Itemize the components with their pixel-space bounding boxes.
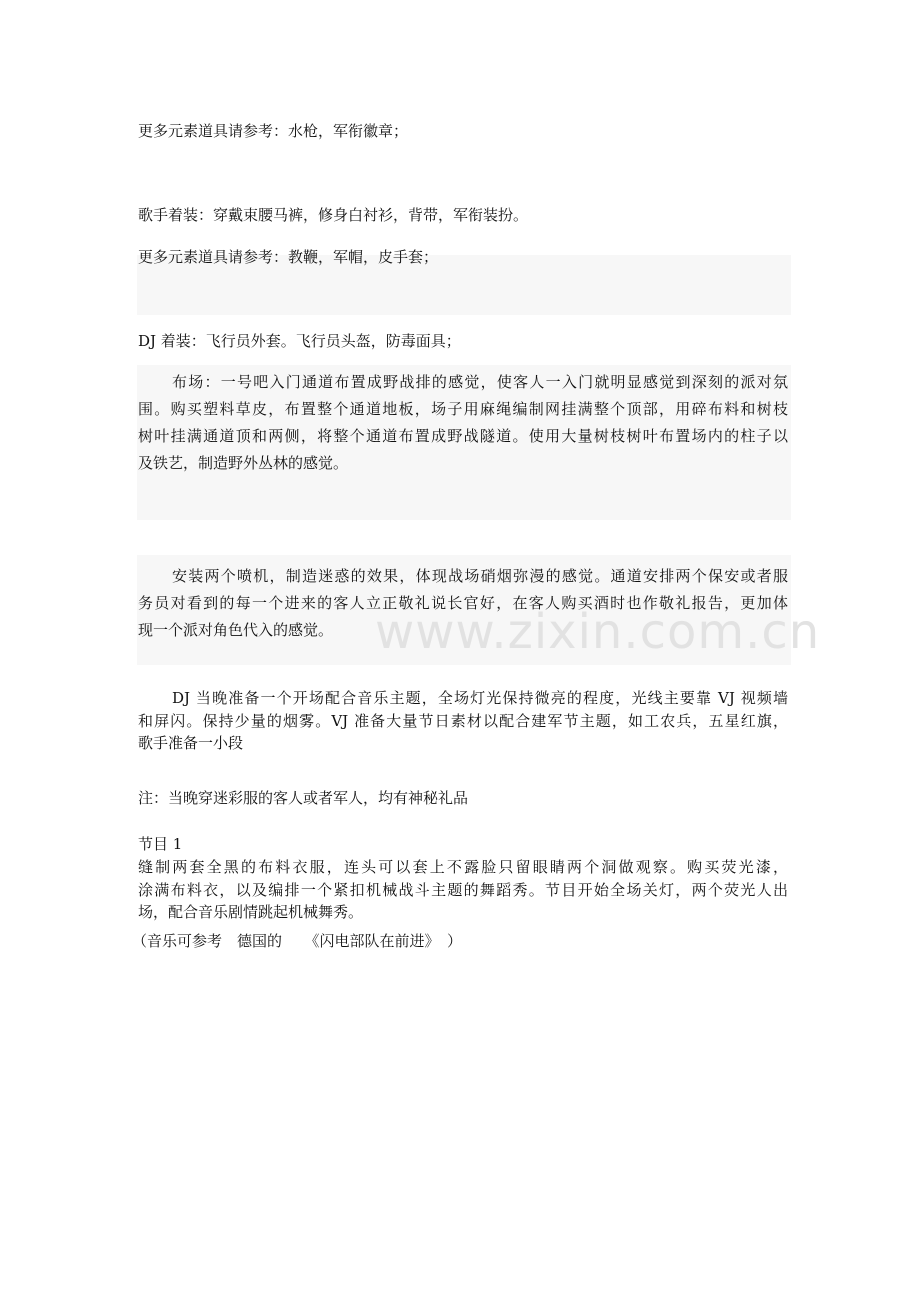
fog-paragraph-line: 现一个派对角色代入的感觉。 bbox=[138, 621, 334, 639]
layout-paragraph-line: 及铁艺，制造野外丛林的感觉。 bbox=[138, 454, 349, 472]
dj-paragraph bbox=[138, 687, 788, 755]
fog-paragraph-line: 务员对看到的每一个进来的客人立正敬礼说长官好，在客人购买酒时也作敬礼报告，更加体 bbox=[138, 594, 788, 612]
dj-outfit-line: DJ 着装：飞行员外套。飞行员头盔，防毒面具； bbox=[138, 332, 461, 350]
watermark: www.zixin.com.cn bbox=[375, 604, 821, 660]
layout-paragraph-line: 围。购买塑料草皮，布置整个通道地板，场子用麻绳编制网挂满整个顶部，用碎布料和树枝 bbox=[138, 400, 788, 418]
layout-paragraph bbox=[138, 369, 788, 477]
dj-paragraph-line: 歌手准备一小段 bbox=[138, 734, 244, 752]
program-paragraph bbox=[138, 856, 788, 924]
props-line-1: 更多元素道具请参考：水枪，军衔徽章； bbox=[138, 122, 409, 140]
singer-outfit-line: 歌手着装：穿戴束腰马裤，修身白衬衫，背带，军衔装扮。 bbox=[138, 206, 529, 224]
music-reference-note: （音乐可参考 德国的 《闪电部队在前进》 ） bbox=[132, 932, 463, 950]
program-paragraph-line: 涂满布料衣，以及编排一个紧扣机械战斗主题的舞蹈秀。节目开始全场关灯，两个荧光人出 bbox=[138, 880, 788, 899]
fog-paragraph bbox=[138, 563, 788, 644]
program-title: 节目 1 bbox=[138, 835, 183, 853]
fog-paragraph-line: 安装两个喷机，制造迷惑的效果，体现战场硝烟弥漫的感觉。通道安排两个保安或者服 bbox=[172, 567, 788, 585]
program-paragraph-line: 场，配合音乐剧情跳起机械舞秀。 bbox=[138, 903, 364, 921]
props-line-2: 更多元素道具请参考：教鞭，军帽，皮手套； bbox=[138, 248, 439, 266]
dj-paragraph-line: DJ 当晚准备一个开场配合音乐主题，全场灯光保持微亮的程度，光线主要靠 VJ 视频墙 bbox=[172, 689, 788, 707]
layout-paragraph-line: 布场：一号吧入门通道布置成野战排的感觉，使客人一入门就明显感觉到深刻的派对氛 bbox=[172, 373, 788, 391]
layout-paragraph-line: 树叶挂满通道顶和两侧，将整个通道布置成野战隧道。使用大量树枝树叶布置场内的柱子以 bbox=[138, 427, 788, 445]
gift-note: 注：当晚穿迷彩服的客人或者军人，均有神秘礼品 bbox=[138, 789, 469, 807]
program-paragraph-line: 缝制两套全黑的布料衣服，连头可以套上不露脸只留眼睛两个洞做观察。购买荧光漆， bbox=[138, 858, 788, 876]
dj-paragraph-line: 和屏闪。保持少量的烟雾。VJ 准备大量节日素材以配合建军节主题，如工农兵，五星红旗， bbox=[138, 711, 788, 730]
